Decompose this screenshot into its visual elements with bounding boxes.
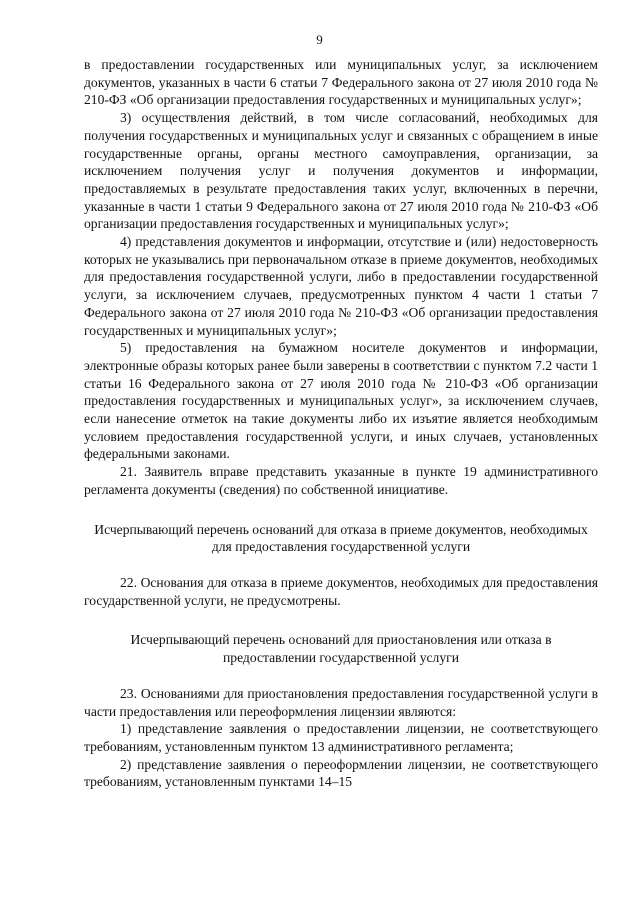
- paragraph-continuation: в предоставлении государственных или муниципальных услуг, за исключением документов, указанных в части 6 статьи 7 Федерального закона от 27 июля 2010 года № 210-ФЗ «Об организации предоставления государственных и муниципальных услуг»;: [84, 57, 598, 108]
- paragraph-23-item-2: 2) представление заявления о переоформлении лицензии, не соответствующего требованиям, установленным пунктами 14–15: [84, 756, 598, 790]
- paragraph-22: 22. Основания для отказа в приеме документов, необходимых для предоставления государственной услуги, не предусмотрены.: [84, 574, 598, 608]
- paragraph-item-3: 3) осуществления действий, в том числе согласований, необходимых для получения государственных и муниципальных услуг и связанных с обращением в иные государственные органы, органы местного самоуправления, организации, за исключением получения услуг и получения документов и информации, предоставляемых в результате предоставления таких услуг, включенных в перечни, указанные в части 1 статьи 9 Федерального закона от 27 июля 2010 года № 210-ФЗ «Об организации предоставления государственных и муниципальных услуг»;: [84, 110, 598, 232]
- paragraph-21: 21. Заявитель вправе представить указанные в пункте 19 административного регламента документы (сведения) по собственной инициативе.: [84, 464, 598, 497]
- section-spacer: [84, 556, 598, 574]
- section-spacer: [84, 609, 598, 631]
- section-spacer: [84, 499, 598, 521]
- paragraph-item-4: 4) представления документов и информации, отсутствие и (или) недостоверность которых не указывались при первоначальном отказе в приеме документов, необходимых для предоставления государственной услуги, либо в предоставлении государственной услуги, за исключением случаев, предусмотренных пунктом 4 части 1 статьи 7 Федерального закона от 27 июля 2010 года № 210-ФЗ «Об организации предоставления государственных и муниципальных услуг»;: [84, 234, 598, 338]
- section-heading-suspension-refusal: Исчерпывающий перечень оснований для приостановления или отказа в предоставлении государственной услуги: [130, 632, 552, 666]
- paragraph-item-5: 5) предоставления на бумажном носителе документов и информации, электронные образы которых ранее были заверены в соответствии с пунктом 7.2 части 1 статьи 16 Федерального закона от 27 июля 2010 года № 210-ФЗ «Об организации предоставления государственных и муниципальных услуг», за исключением случаев, если нанесение отметок на такие документы либо их изъятие является необходимым условием предоставления государственной услуги, и иных случаев, установленных федеральными законами.: [84, 340, 598, 462]
- section-spacer: [84, 667, 598, 685]
- document-body: [84, 56, 598, 791]
- paragraph-23: 23. Основаниями для приостановления предоставления государственной услуги в части предоставления или переоформления лицензии являются:: [84, 685, 598, 719]
- page-number: 9: [316, 32, 323, 47]
- section-heading-refusal-documents: Исчерпывающий перечень оснований для отказа в приеме документов, необходимых для предоставления государственной услуги: [94, 521, 588, 555]
- paragraph-23-item-1: 1) представление заявления о предоставлении лицензии, не соответствующего требованиям, установленным пунктом 13 административного регламента;: [84, 721, 598, 754]
